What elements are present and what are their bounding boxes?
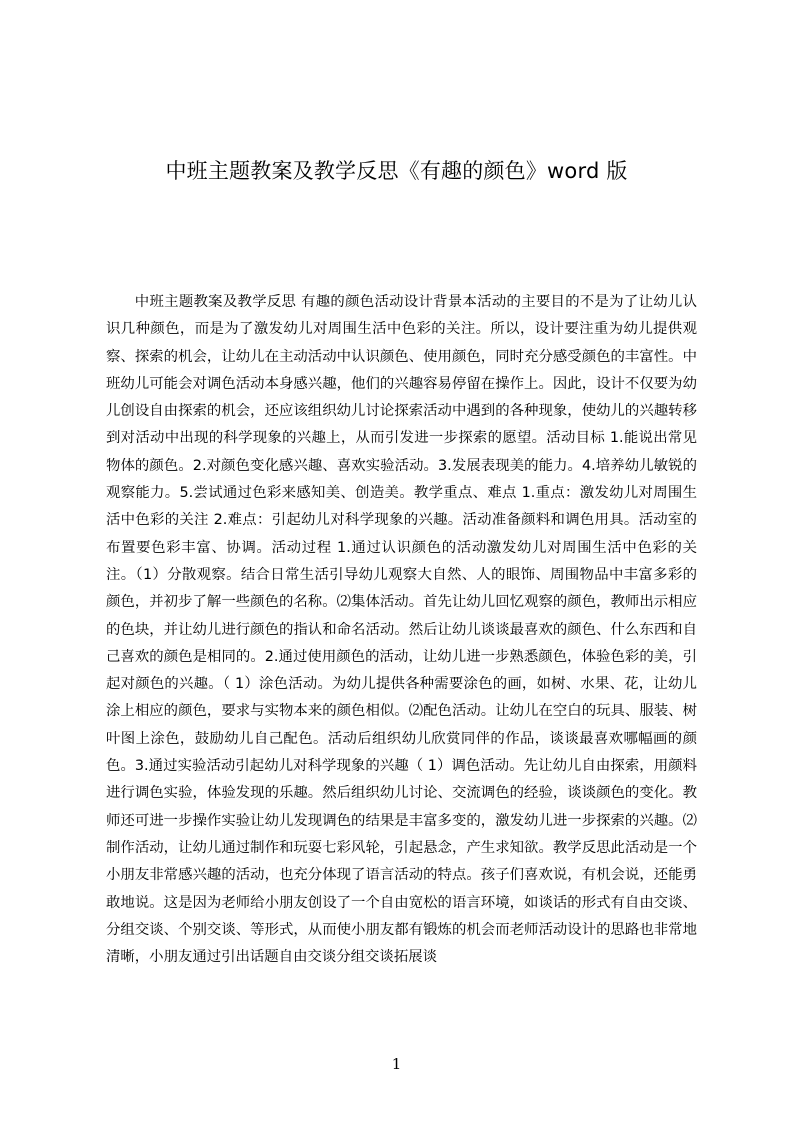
page-number: 1 — [391, 1055, 402, 1073]
body-paragraph: 中班主题教案及教学反思 有趣的颜色活动设计背景本活动的主要目的不是为了让幼儿认识几种颜色，而是为了激发幼儿对周围生活中色彩的关注。所以，设计要注重为幼儿提供观察、探索的机会，让幼儿在主动活动中认识颜色、使用颜色，同时充分感受颜色的丰富性。中班幼儿可能会对调色活动本身感兴趣，他们的兴趣容易停留在操作上。因此，设计不仅要为幼儿创设自由探索的机会，还应该组织幼儿讨论探索活动中遇到的各种现象，使幼儿的兴趣转移到对活动中出现的科学现象的兴趣上，从而引发进一步探索的愿望。活动目标 1.能说出常见物体的颜色。2.对颜色变化感兴趣、喜欢实验活动。3.发展表现美的能力。4.培养幼儿敏锐的观察能力。5.尝试通过色彩来感知美、创造美。教学重点、难点 1.重点：激发幼儿对周围生活中色彩的关注 2.难点：引起幼儿对科学现象的兴趣。活动准备颜料和调色用具。活动室的布置要色彩丰富、协调。活动过程 1.通过认识颜色的活动激发幼儿对周围生活中色彩的关注。（1）分散观察。结合日常生活引导幼儿观察大自然、人的眼饰、周围物品中丰富多彩的颜色，并初步了解一些颜色的名称。⑵集体活动。首先让幼儿回忆观察的颜色，教师出示相应的色块，并让幼儿进行颜色的指认和命名活动。然后让幼儿谈谈最喜欢的颜色、什么东西和自己喜欢的颜色是相同的。2.通过使用颜色的活动，让幼儿进一步熟悉颜色，体验色彩的美，引起对颜色的兴趣。（ 1）涂色活动。为幼儿提供各种需要涂色的画，如树、水果、花，让幼儿涂上相应的颜色，要求与实物本来的颜色相似。⑵配色活动。让幼儿在空白的玩具、服装、树叶图上涂色，鼓励幼儿自己配色。活动后组织幼儿欣赏同伴的作品，谈谈最喜欢哪幅画的颜色。3.通过实验活动引起幼儿对科学现象的兴趣（ 1）调色活动。先让幼儿自由探索，用颜料进行调色实验，体验发现的乐趣。然后组织幼儿讨论、交流调色的经验，谈谈颜色的变化。教师还可进一步操作实验让幼儿发现调色的结果是丰富多变的，激发幼儿进一步探索的兴趣。⑵制作活动，让幼儿通过制作和玩耍七彩风轮，引起悬念，产生求知欲。教学反思此活动是一个小朋友非常感兴趣的活动，也充分体现了语言活动的特点。孩子们喜欢说，有机会说，还能勇敢地说。这是因为老师给小朋友创设了一个自由宽松的语言环境，如谈话的形式有自由交谈、分组交谈、个别交谈、等形式，从而使小朋友都有锻炼的机会而老师活动设计的思路也非常地清晰，小朋友通过引出话题自由交谈分组交谈拓展谈 — [106, 294, 697, 966]
document-title: 中班主题教案及教学反思《有趣的颜色》word 版 — [165, 159, 628, 184]
